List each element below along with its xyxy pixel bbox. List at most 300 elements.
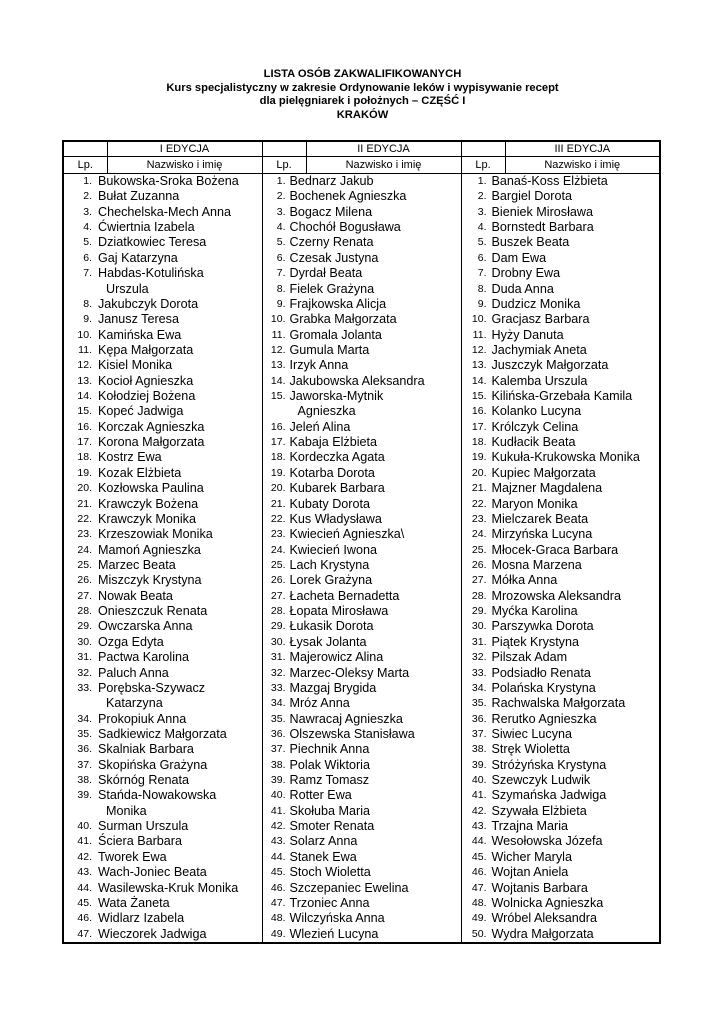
list-item <box>64 266 262 297</box>
entry-name-text: Jaworska-Mytnik <box>289 389 384 404</box>
list-item <box>462 235 660 250</box>
entry-name <box>492 389 633 404</box>
entry-name-text: Mirzyńska Lucyna <box>491 527 593 542</box>
entry-number: 2. <box>83 190 92 203</box>
entry-name-text: Buszek Beata <box>491 235 570 250</box>
city: KRAKÓW <box>336 108 389 121</box>
entry-name-text: Bargiel Dorota <box>491 189 573 204</box>
entry-name-text: Gaj Katarzyna <box>98 250 178 265</box>
list-item <box>263 481 461 496</box>
entry-number: 33. <box>270 681 286 694</box>
entry-number: 50. <box>471 927 487 940</box>
entry-number: 23. <box>77 528 92 541</box>
entry-name-text: Krawczyk Monika <box>98 511 196 526</box>
entry-number: 13. <box>270 359 286 372</box>
entry-name-text: Wilczyńska Anna <box>289 911 385 926</box>
entry-name-text: Wicher Maryla <box>491 849 572 864</box>
entry-name <box>98 481 204 496</box>
entry-number: 42. <box>270 820 286 833</box>
entry-name-text: Bukowska-Sroka Bożena <box>98 174 239 188</box>
list-item <box>64 850 262 865</box>
entry-number: 13. <box>77 374 92 387</box>
entry-number: 34. <box>77 712 92 725</box>
entry-number: 11. <box>472 328 487 341</box>
entry-name-text: Wesołowska Józefa <box>491 834 603 849</box>
entry-name-text: Wojtan Aniela <box>491 865 569 880</box>
list-item <box>263 712 461 727</box>
entry-name-text: Łacheta Bernadetta <box>289 588 400 603</box>
entry-number: 29. <box>270 620 286 633</box>
entry-name <box>290 266 363 281</box>
entry-number: 2. <box>276 190 286 203</box>
entry-name-text: Jachymiak Aneta <box>491 342 587 357</box>
entry-name <box>492 312 590 327</box>
entry-name-text: Porębska-Szywacz <box>98 680 206 695</box>
entry-name <box>492 619 594 634</box>
entry-name <box>290 435 378 450</box>
entry-number: 32. <box>77 666 92 679</box>
list-item <box>462 666 660 681</box>
list-item <box>263 282 461 297</box>
entry-name-text: Kolanko Lucyna <box>491 404 582 419</box>
list-item <box>64 189 262 204</box>
entry-number: 29. <box>471 605 487 618</box>
entry-number: 12. <box>77 359 92 372</box>
edition-3-header: III EDYCJA <box>505 141 660 157</box>
entry-number: 14. <box>77 390 92 403</box>
entry-name-text: Paluch Anna <box>98 665 169 680</box>
entry-number: 23. <box>471 512 487 525</box>
entry-name <box>492 328 564 343</box>
entry-number: 22. <box>270 512 286 525</box>
entry-name-text: Siwiec Lucyna <box>491 726 573 741</box>
entry-name <box>492 343 587 358</box>
list-item <box>263 235 461 250</box>
entry-name <box>290 558 370 573</box>
entry-name-text: Mazgaj Brygida <box>289 680 377 695</box>
edition-2-lp-blank <box>262 141 306 157</box>
list-item <box>462 404 660 419</box>
entry-number: 37. <box>77 758 92 771</box>
entry-name <box>492 788 607 803</box>
list-item <box>64 881 262 896</box>
entry-number: 18. <box>77 451 92 464</box>
entry-number: 45. <box>77 896 92 909</box>
list-item <box>263 927 461 942</box>
entry-name-text: Bieniek Mirosława <box>491 204 593 219</box>
entry-name-text: Łysak Jolanta <box>289 634 367 649</box>
entry-name-text: Marzec-Oleksy Marta <box>289 665 410 680</box>
entry-number: 37. <box>471 727 487 740</box>
column-header-row <box>63 157 660 174</box>
entry-name-continued: Urszula <box>106 281 149 296</box>
entry-name <box>98 773 189 788</box>
entry-name <box>492 742 570 757</box>
entry-name-text: Bornstedt Barbara <box>491 220 594 235</box>
entry-number: 16. <box>77 420 92 433</box>
entry-number: 8. <box>477 282 487 295</box>
entry-name-text: Gumula Marta <box>289 342 370 357</box>
entry-name <box>492 235 570 250</box>
entry-name-text: Szewczyk Ludwik <box>491 773 591 788</box>
entry-number: 35. <box>270 712 286 725</box>
entry-name-text: Juszczyk Małgorzata <box>491 358 609 373</box>
entry-name-text: Owczarska Anna <box>98 619 193 634</box>
entry-name-text: Kubaty Dorota <box>289 496 371 511</box>
list-item <box>64 712 262 727</box>
list-item <box>462 681 660 696</box>
list-item <box>263 589 461 604</box>
list-item <box>462 850 660 865</box>
entry-name-text: Kukuła-Krukowska Monika <box>491 450 640 465</box>
list-item <box>64 497 262 512</box>
entry-name <box>98 328 181 343</box>
list-item <box>64 834 262 849</box>
entry-name-text: Czerny Renata <box>289 235 374 250</box>
list-item <box>263 896 461 911</box>
entry-number: 43. <box>471 820 487 833</box>
list-item <box>64 358 262 373</box>
entry-name-text: Mamoń Agnieszka <box>98 542 201 557</box>
entry-name-text: Mrozowska Aleksandra <box>491 588 621 603</box>
entry-name-text: Korona Małgorzata <box>98 435 205 450</box>
list-item <box>64 604 262 619</box>
entry-name-text: Dudzicz Monika <box>491 296 581 311</box>
entry-number: 4. <box>276 221 286 234</box>
entry-number: 47. <box>77 927 92 940</box>
entry-name-text: Stanek Ewa <box>289 849 357 864</box>
entry-number: 26. <box>270 574 286 587</box>
entry-name <box>98 911 184 926</box>
entry-name-text: Podsiadło Renata <box>491 665 591 680</box>
entry-name <box>492 696 626 711</box>
entry-name <box>492 666 591 681</box>
list-item <box>462 896 660 911</box>
entry-name <box>98 374 193 389</box>
entry-name <box>290 297 387 312</box>
entry-number: 9. <box>477 297 487 310</box>
entry-number: 18. <box>270 451 286 464</box>
entry-number: 4. <box>477 221 487 234</box>
entry-name-text: Kostrz Ewa <box>98 450 162 465</box>
entry-name-text: Wasilewska-Kruk Monika <box>98 880 239 895</box>
entry-name <box>98 927 207 942</box>
list-item <box>64 573 262 588</box>
list-item <box>462 220 660 235</box>
entry-name-text: Wlezień Lucyna <box>289 926 379 941</box>
entry-name <box>290 420 351 435</box>
entry-name <box>98 635 164 650</box>
entry-name <box>492 589 622 604</box>
list-item <box>64 512 262 527</box>
entry-number: 19. <box>77 466 92 479</box>
entry-name-text: Jeleń Alina <box>289 419 351 434</box>
entry-name-text: Chechelska-Mech Anna <box>98 204 232 219</box>
entry-number: 35. <box>77 727 92 740</box>
list-item <box>263 466 461 481</box>
entry-name <box>492 297 581 312</box>
entry-name <box>98 420 204 435</box>
entry-name <box>98 819 188 834</box>
entry-name-text: Łukasik Dorota <box>289 619 374 634</box>
entry-name-text: Bednarz Jakub <box>289 174 374 188</box>
entry-number: 39. <box>471 758 487 771</box>
entry-name <box>98 343 193 358</box>
list-item <box>462 543 660 558</box>
entry-number: 29. <box>77 620 92 633</box>
entry-number: 36. <box>471 712 487 725</box>
list-item <box>64 404 262 419</box>
entry-name <box>98 650 189 665</box>
entry-name <box>492 850 572 865</box>
entry-number: 46. <box>471 866 487 879</box>
list-item <box>64 927 262 942</box>
entry-number: 19. <box>471 451 487 464</box>
entry-name-text: Korczak Agnieszka <box>98 419 205 434</box>
entry-number: 1. <box>276 175 286 187</box>
entry-name-text: Lorek Grażyna <box>289 573 373 588</box>
entry-name-text: Szymańska Jadwiga <box>491 788 607 803</box>
entry-name <box>492 758 607 773</box>
list-item <box>462 727 660 742</box>
list-item <box>64 420 262 435</box>
entry-name-text: Bogacz Milena <box>289 204 373 219</box>
entry-name <box>98 666 169 681</box>
entry-name <box>290 850 357 865</box>
list-item <box>263 527 461 542</box>
entry-number: 44. <box>471 835 487 848</box>
list-item <box>263 865 461 880</box>
entry-name-text: Pilszak Adam <box>491 650 568 665</box>
list-item <box>64 788 262 819</box>
entry-number: 21. <box>270 497 286 510</box>
list-item <box>263 727 461 742</box>
entry-number: 7. <box>83 267 92 280</box>
entry-name <box>290 619 374 634</box>
list-item <box>64 558 262 573</box>
entry-number: 45. <box>270 866 286 879</box>
entry-name-text: Jakubowska Aleksandra <box>289 373 425 388</box>
list-body-row <box>63 174 660 943</box>
entry-number: 30. <box>77 635 92 648</box>
entry-name-text: Trzoniec Anna <box>289 895 370 910</box>
entry-number: 3. <box>83 205 92 218</box>
entry-name <box>290 727 415 742</box>
list-item <box>263 420 461 435</box>
list-item <box>263 881 461 896</box>
entry-name <box>290 758 370 773</box>
list-item <box>263 573 461 588</box>
entry-name-text: Prokopiuk Anna <box>98 711 187 726</box>
entry-name <box>98 589 173 604</box>
entry-name-text: Wieczorek Jadwiga <box>98 926 207 941</box>
list-item <box>263 343 461 358</box>
entry-name <box>290 466 375 481</box>
entry-name <box>290 251 379 266</box>
entry-name <box>290 927 379 942</box>
entry-name <box>290 819 375 834</box>
entry-name <box>98 389 195 404</box>
entry-number: 46. <box>270 881 286 894</box>
entry-name <box>492 512 589 527</box>
entry-name <box>290 865 371 880</box>
list-item <box>64 174 262 189</box>
entry-name-text: Mielczarek Beata <box>491 511 589 526</box>
entry-name <box>98 543 201 558</box>
entry-number: 25. <box>471 543 487 556</box>
entry-number: 42. <box>77 850 92 863</box>
entry-number: 20. <box>270 482 286 495</box>
entry-name-text: Dziatkowiec Teresa <box>98 235 207 250</box>
entry-name-text: Gromala Jolanta <box>289 327 382 342</box>
entry-number: 3. <box>276 205 286 218</box>
list-item <box>462 742 660 757</box>
entry-name-text: Irzyk Anna <box>289 358 349 373</box>
entry-number: 22. <box>471 497 487 510</box>
entry-name <box>98 312 179 327</box>
entry-number: 4. <box>83 221 92 234</box>
entry-name <box>98 266 204 297</box>
entry-name <box>98 742 194 757</box>
list-item <box>462 512 660 527</box>
list-item <box>462 389 660 404</box>
list-item <box>263 374 461 389</box>
entry-name-text: Bochenek Agnieszka <box>289 189 407 204</box>
list-item <box>64 527 262 542</box>
entry-name-text: Chochół Bogusława <box>289 220 401 235</box>
list-item <box>462 435 660 450</box>
edition-1-list <box>63 174 262 943</box>
entry-number: 8. <box>276 282 286 295</box>
list-item <box>462 174 660 189</box>
entry-name-text: Dyrdał Beata <box>289 266 363 281</box>
entry-name <box>290 604 389 619</box>
entry-name <box>290 328 382 343</box>
edition-1-header: I EDYCJA <box>107 141 262 157</box>
list-item <box>462 497 660 512</box>
entry-number: 48. <box>471 896 487 909</box>
entry-name-text: Wata Żaneta <box>98 895 170 910</box>
entry-name-text: Kopeć Jadwiga <box>98 404 184 419</box>
entry-name <box>98 358 172 373</box>
entry-name <box>492 865 569 880</box>
course-audience: dla pielęgniarek i położnych – CZĘŚĆ I <box>259 95 466 108</box>
entry-number: 13. <box>471 359 487 372</box>
list-item <box>462 819 660 834</box>
entry-name <box>98 558 176 573</box>
entry-name <box>98 865 207 880</box>
list-item <box>462 865 660 880</box>
entry-name <box>98 251 178 266</box>
list-item <box>64 589 262 604</box>
edition-2-list <box>262 174 461 943</box>
entry-name <box>98 834 182 849</box>
entry-number: 20. <box>77 482 92 495</box>
entry-number: 39. <box>270 774 286 787</box>
entry-name-text: Wróbel Aleksandra <box>491 911 597 926</box>
entry-name-text: Ramz Tomasz <box>289 773 370 788</box>
list-item <box>462 558 660 573</box>
entry-number: 14. <box>270 374 286 387</box>
entry-name-text: Kubarek Barbara <box>289 481 385 496</box>
entry-name <box>98 681 205 712</box>
entry-name-text: Polańska Krystyna <box>491 680 596 695</box>
entry-number: 43. <box>77 866 92 879</box>
entry-name <box>492 573 558 588</box>
entry-name-text: Piątek Krystyna <box>491 634 579 649</box>
entry-number: 3. <box>477 205 487 218</box>
entry-name <box>98 497 198 512</box>
list-item <box>462 589 660 604</box>
list-item <box>462 619 660 634</box>
list-item <box>64 742 262 757</box>
entry-number: 49. <box>270 927 286 940</box>
entry-name-text: Skopińska Grażyna <box>98 757 208 772</box>
list-item <box>64 312 262 327</box>
entry-number: 38. <box>471 743 487 756</box>
entry-name <box>492 251 547 266</box>
list-item <box>263 189 461 204</box>
entry-number: 31. <box>77 651 92 664</box>
entry-name <box>492 604 578 619</box>
entry-name-text: Krzeszowiak Monika <box>98 527 213 542</box>
entry-name <box>98 512 196 527</box>
entry-number: 5. <box>276 236 286 249</box>
entry-name-text: Skołuba Maria <box>289 803 371 818</box>
entry-name-text: Kupiec Małgorzata <box>491 465 596 480</box>
entry-number: 33. <box>77 681 92 694</box>
list-item <box>263 650 461 665</box>
entry-name-text: Wolnicka Agnieszka <box>491 895 604 910</box>
list-item <box>263 850 461 865</box>
entry-name <box>98 205 231 220</box>
entry-name <box>98 450 162 465</box>
entry-name <box>290 358 349 373</box>
entry-name-text: Marzec Beata <box>98 557 176 572</box>
entry-name-text: Ściera Barbara <box>98 834 182 849</box>
entry-name-text: Ozga Edyta <box>98 634 164 649</box>
entry-number: 41. <box>270 804 286 817</box>
entry-name-text: Solarz Anna <box>289 834 358 849</box>
entry-name-continued: Katarzyna <box>106 696 163 711</box>
entry-name-text: Łopata Mirosława <box>289 604 389 619</box>
entry-name-text: Kwiecień Iwona <box>289 542 378 557</box>
list-item <box>263 389 461 420</box>
entry-number: 6. <box>477 251 487 264</box>
entry-name-continued: Agnieszka <box>297 404 356 419</box>
entry-name-text: Habdas-Kotulińska <box>98 266 204 281</box>
entry-name <box>290 512 382 527</box>
entry-number: 40. <box>270 789 286 802</box>
lp-header: Lp. <box>63 157 107 174</box>
list-item <box>263 819 461 834</box>
entry-name <box>98 466 181 481</box>
entry-number: 11. <box>78 343 92 356</box>
entry-number: 10. <box>270 313 286 326</box>
list-item <box>462 297 660 312</box>
entry-name <box>492 220 594 235</box>
list-item <box>263 619 461 634</box>
list-item <box>263 558 461 573</box>
entry-name-text: Olszewska Stanisława <box>289 726 415 741</box>
entry-number: 6. <box>83 251 92 264</box>
entry-number: 25. <box>270 558 286 571</box>
list-item <box>64 297 262 312</box>
entry-name <box>290 374 425 389</box>
entry-name-text: Myćka Karolina <box>491 604 578 619</box>
entry-name <box>98 297 198 312</box>
entry-name-text: Grabka Małgorzata <box>289 312 397 327</box>
